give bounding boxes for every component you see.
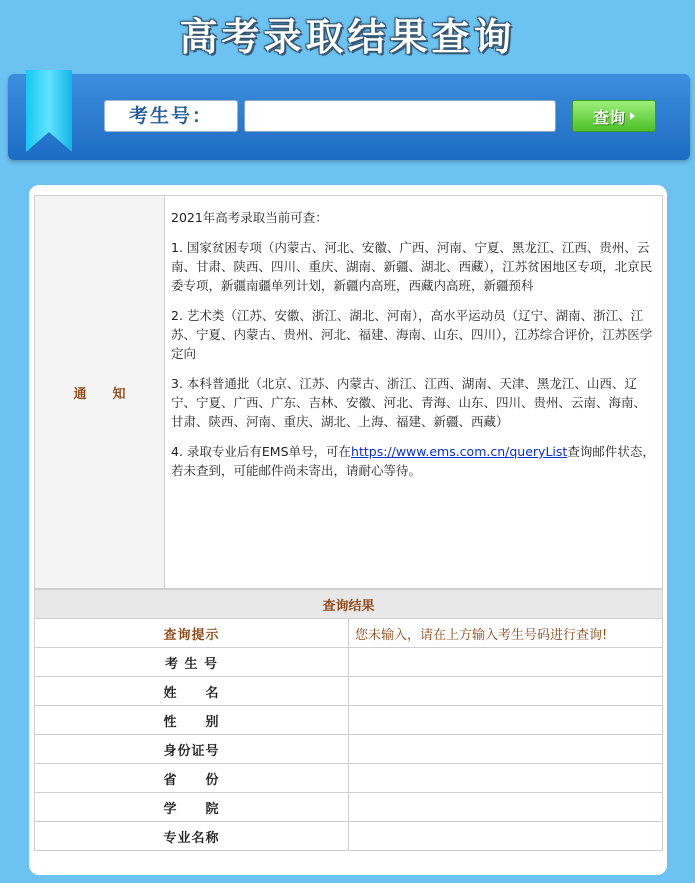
- row-value: 您未输入，请在上方输入考生号码进行查询!: [349, 619, 663, 648]
- table-row: [35, 619, 663, 648]
- row-value: [349, 735, 663, 764]
- ems-query-link[interactable]: https://www.ems.com.cn/queryList: [351, 444, 568, 459]
- table-row: [35, 822, 663, 851]
- query-button-label: 查询: [592, 107, 625, 127]
- arrow-right-icon: [630, 112, 635, 120]
- bookmark-icon: [26, 70, 72, 152]
- result-table: [34, 589, 663, 851]
- row-label: 省 份: [35, 764, 349, 793]
- table-row: [35, 677, 663, 706]
- row-value: [349, 793, 663, 822]
- notice-item: 3. 本科普通批（北京、江苏、内蒙古、浙江、江西、湖南、天津、黑龙江、山西、辽宁、宁夏、广西、广东、吉林、安徽、河北、青海、山东、四川、贵州、云南、海南、甘肃、陕西、河南、重庆、湖北、上海、福建、新疆、西藏）: [171, 376, 647, 429]
- exam-number-input[interactable]: [244, 100, 556, 132]
- row-label: 考 生 号: [35, 648, 349, 677]
- row-value: [349, 648, 663, 677]
- notice-label: 通 知: [35, 196, 165, 589]
- table-row: [35, 648, 663, 677]
- exam-number-label: 考生号：: [104, 100, 238, 132]
- row-value: [349, 706, 663, 735]
- notice-intro: 2021年高考录取当前可查：: [171, 210, 328, 225]
- notice-item: 2. 艺术类（江苏、安徽、浙江、湖北、河南），高水平运动员（辽宁、湖南、浙江、江苏、宁夏、内蒙古、贵州、河北、福建、海南、山东、四川），江苏综合评价，江苏医学定向: [171, 308, 653, 361]
- notice-item: 1. 国家贫困专项（内蒙古、河北、安徽、广西、河南、宁夏、黑龙江、江西、贵州、云南、甘肃、陕西、四川、重庆、湖南、新疆、湖北、西藏），江苏贫困地区专项，北京民委专项，新疆南疆单列计划，新疆内高班，西藏内高班，新疆预科: [171, 240, 653, 293]
- row-value: [349, 677, 663, 706]
- notice-item-suffix: 查询邮件状态，若未查到，可能邮件尚未寄出，请耐心等待。: [171, 444, 655, 478]
- row-label: 专业名称: [35, 822, 349, 851]
- row-value: [349, 764, 663, 793]
- row-label: 姓 名: [35, 677, 349, 706]
- table-row: [35, 793, 663, 822]
- row-label: 身份证号: [35, 735, 349, 764]
- row-label: 查询提示: [35, 619, 349, 648]
- table-row: [35, 706, 663, 735]
- row-label: 学 院: [35, 793, 349, 822]
- notice-body: [165, 196, 663, 589]
- notice-item-prefix: 4. 录取专业后有EMS单号，可在: [171, 444, 352, 459]
- query-button[interactable]: [572, 100, 656, 132]
- page-title: 高考录取结果查询: [179, 15, 516, 59]
- row-value: [349, 822, 663, 851]
- row-label: 性 别: [35, 706, 349, 735]
- notice-item-ems: [171, 442, 656, 480]
- table-row: [35, 735, 663, 764]
- table-row: [35, 764, 663, 793]
- notice-table: [34, 195, 663, 589]
- result-header: 查询结果: [35, 590, 663, 619]
